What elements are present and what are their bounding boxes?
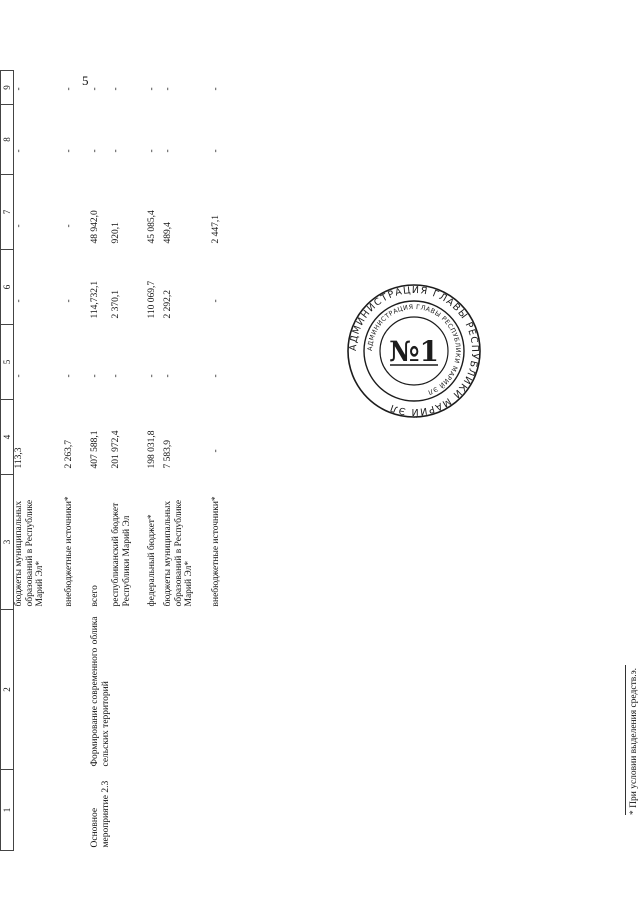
cell-col9: - (64, 87, 74, 91)
cell-col6: - (64, 299, 74, 303)
table-row (111, 71, 147, 851)
cell-measure (147, 770, 163, 851)
cell-total: 7 583,9 (163, 440, 173, 469)
cell-col6: - (14, 299, 24, 303)
table-header-row (1, 71, 14, 851)
cell-col7: 48 942,0 (90, 210, 100, 244)
column-header-1: 1 (1, 770, 14, 851)
cell-source: республиканский бюджет Республики Марий Эл (111, 502, 132, 607)
cell-col9: - (90, 87, 100, 91)
cell-measure (111, 770, 147, 851)
column-header-2: 2 (1, 610, 14, 770)
measure-name-word: сельских территорий (100, 681, 111, 767)
seal-outer-text: АДМИНИСТРАЦИЯ ГЛАВЫ РЕСПУБЛИКИ МАРИЙ ЭЛ (347, 284, 481, 418)
cell-col8: - (111, 149, 121, 153)
cell-col8: - (90, 149, 100, 153)
column-header-4: 4 (1, 400, 14, 475)
cell-col7: - (14, 224, 24, 228)
cell-col9: - (163, 87, 173, 91)
cell-col8: - (14, 149, 24, 153)
cell-col5: - (111, 374, 121, 378)
table-row (211, 71, 241, 851)
table-row (14, 71, 65, 851)
measure-name-word: современного (90, 647, 100, 704)
cell-col9: - (147, 87, 157, 91)
cell-name (90, 610, 111, 770)
cell-total: 198 031,8 (147, 430, 157, 469)
cell-source: федеральный бюджет* (147, 514, 157, 607)
cell-total: 201 972,4 (111, 430, 121, 469)
cell-total: - (211, 449, 221, 453)
column-header-6: 6 (1, 250, 14, 325)
cell-col5: - (64, 374, 74, 378)
rotated-page-content (0, 71, 640, 851)
cell-source: всего (90, 585, 100, 607)
cell-source: внебюджетные источники* (64, 496, 74, 607)
cell-name (147, 610, 163, 770)
column-header-3: 3 (1, 475, 14, 610)
cell-col7: 920,1 (111, 222, 121, 244)
table-row (163, 71, 211, 851)
official-seal-stamp (346, 283, 482, 419)
cell-col6: 2 292,2 (163, 290, 173, 319)
cell-col9: - (111, 87, 121, 91)
cell-source: внебюджетные источники* (211, 496, 221, 607)
footnote-divider (625, 665, 626, 815)
seal-inner-text: АДМИНИСТРАЦИЯ ГЛАВЫ РЕСПУБЛИКИ МАРИЙ ЭЛ (365, 302, 463, 397)
table-row (147, 71, 163, 851)
cell-name (14, 610, 65, 770)
cell-col9: - (14, 87, 24, 91)
cell-col7: - (64, 224, 74, 228)
cell-col5: - (90, 374, 100, 378)
column-header-7: 7 (1, 175, 14, 250)
page-number: 5 (82, 73, 89, 88)
table-row (90, 71, 111, 851)
cell-col5: - (14, 374, 24, 378)
cell-col7: 2 447,1 (211, 215, 221, 244)
cell-measure (163, 770, 211, 851)
cell-col5: - (163, 374, 173, 378)
budget-table (0, 70, 241, 851)
cell-col5: - (147, 374, 157, 378)
footnote: * При условии выделения средств.э. (629, 667, 639, 815)
cell-measure (211, 770, 241, 851)
measure-name-text (90, 617, 111, 767)
cell-col6: - (211, 299, 221, 303)
cell-total: 2 263,7 (64, 440, 74, 469)
cell-col7: 489,4 (163, 222, 173, 244)
seal-number: №1 (389, 335, 439, 368)
cell-col8: - (64, 149, 74, 153)
cell-col7: 45 085,4 (147, 210, 157, 244)
cell-source: бюджеты муниципальных образований в Республике Марий Эл* (163, 499, 194, 607)
cell-col8: - (147, 149, 157, 153)
cell-name (211, 610, 241, 770)
cell-col8: - (211, 149, 221, 153)
cell-name (111, 610, 147, 770)
cell-name (163, 610, 211, 770)
cell-col6: 2 370,1 (111, 290, 121, 319)
cell-col6: 114,732,1 (90, 280, 100, 319)
measure-name-word: Формирование (90, 706, 100, 767)
cell-col9: - (211, 87, 221, 91)
cell-measure (64, 770, 90, 851)
cell-col8: - (163, 149, 173, 153)
cell-measure (14, 770, 65, 851)
cell-total: 113,3 (14, 447, 24, 469)
column-header-9: 9 (1, 71, 14, 105)
column-header-5: 5 (1, 325, 14, 400)
cell-total: 407 588,1 (90, 430, 100, 469)
cell-col6: 110 069,7 (147, 280, 157, 319)
cell-measure: Основное мероприятие 2.3 (90, 780, 111, 848)
table-row (64, 71, 90, 851)
cell-col5: - (211, 374, 221, 378)
measure-name-word: облика (90, 616, 100, 645)
cell-source: бюджеты муниципальных образований в Республике Марий Эл* (14, 499, 45, 607)
cell-name (64, 610, 90, 770)
column-header-8: 8 (1, 105, 14, 175)
